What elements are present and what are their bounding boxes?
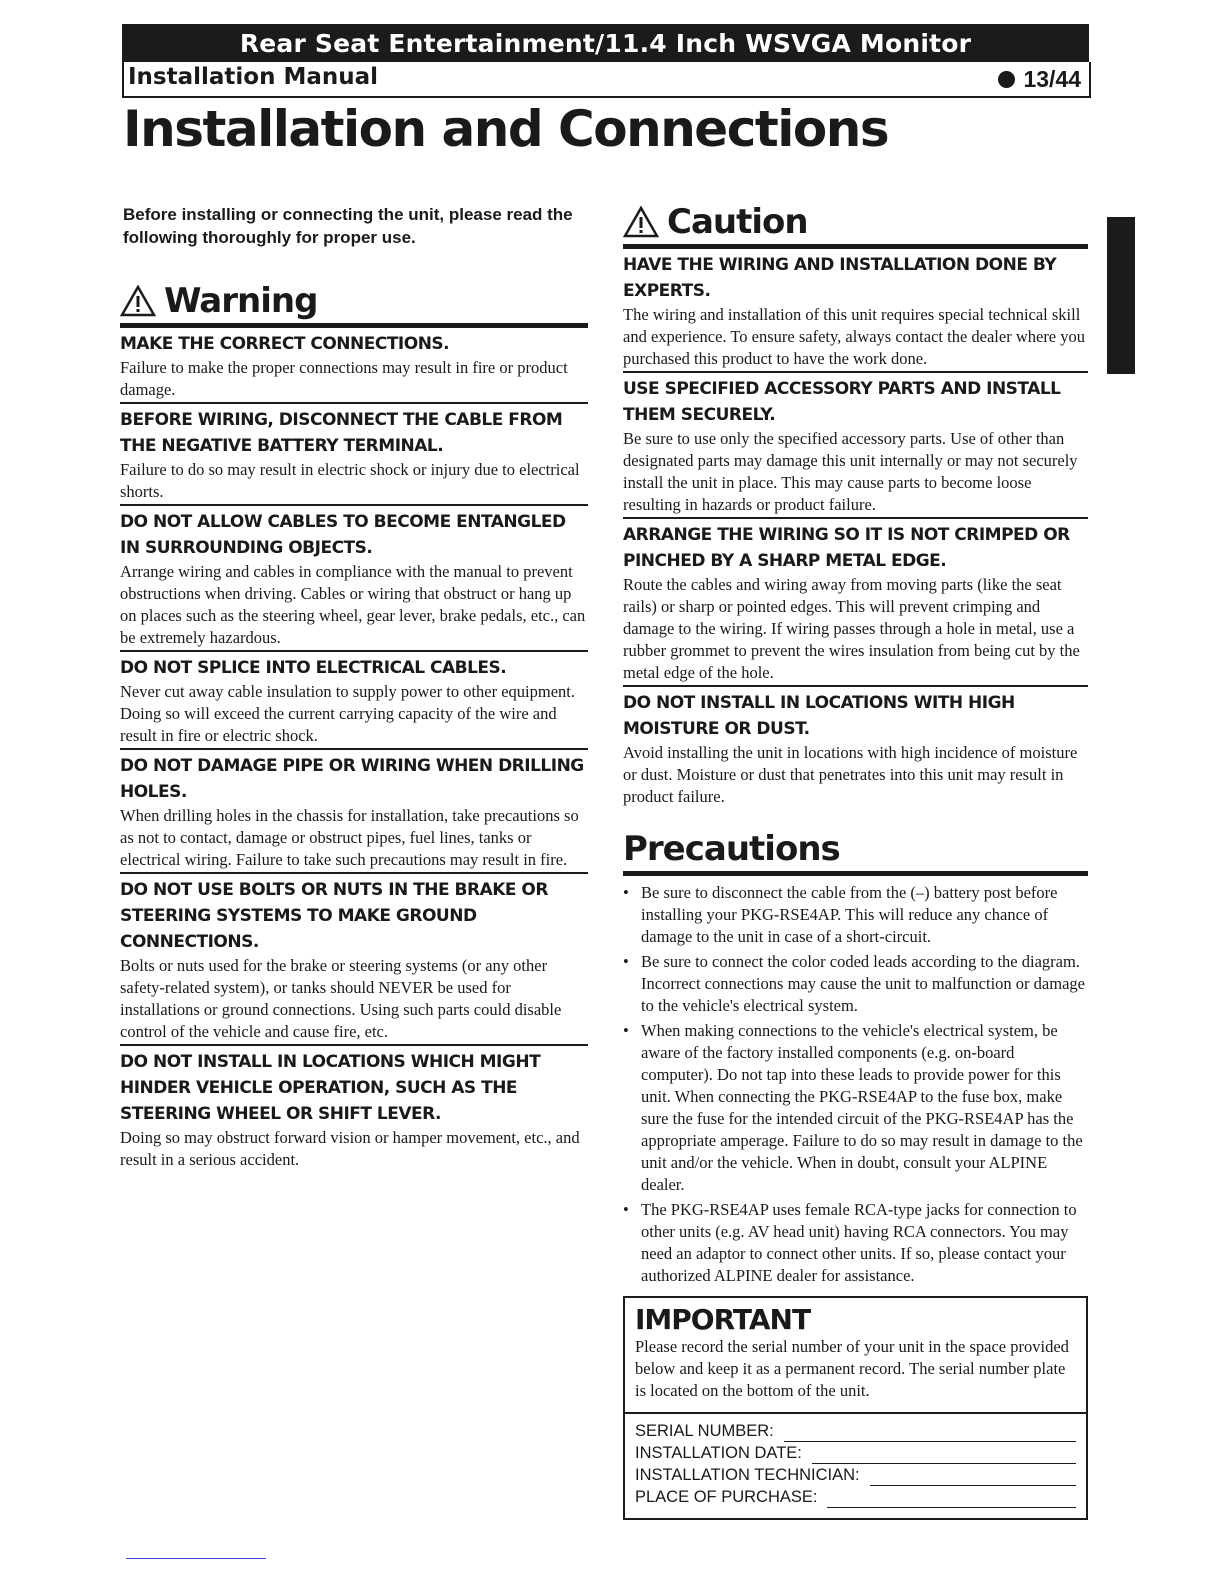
record-field-row: [635, 1464, 1076, 1486]
bullet-icon: •: [623, 952, 629, 971]
header-subbar: [122, 62, 1091, 98]
caution-heading-label: Caution: [667, 202, 808, 242]
bullet-icon: •: [623, 1021, 629, 1040]
notice-item: [623, 519, 1088, 687]
notice-item-title: DO NOT DAMAGE PIPE OR WIRING WHEN DRILLING HOLES.: [120, 756, 584, 802]
notice-item-body: Bolts or nuts used for the brake or steering systems (or any other safety-related system), or tanks should NEVER be used for installations or ground connections. Using such parts could disable control of the vehicle and cause fire, etc.: [120, 956, 562, 1041]
notice-item: [120, 1046, 588, 1172]
notice-item: [120, 328, 588, 404]
precaution-text: Be sure to disconnect the cable from the (–) battery post before installing your PKG-RSE4AP. This will reduce any chance of damage to the unit in case of a short-circuit.: [641, 883, 1058, 946]
footer-rule: [126, 1558, 266, 1559]
page-number: 13/44: [1023, 66, 1081, 92]
notice-item: [623, 249, 1088, 373]
notice-item-title: ARRANGE THE WIRING SO IT IS NOT CRIMPED OR PINCHED BY A SHARP METAL EDGE.: [623, 525, 1070, 571]
notice-item-body: Failure to make the proper connections may result in fire or product damage.: [120, 358, 568, 399]
notice-item: [623, 687, 1088, 809]
page-title: Installation and Connections: [123, 100, 889, 158]
filled-circle-icon: [998, 71, 1015, 88]
notice-item-body: When drilling holes in the chassis for installation, take precautions so as not to contact, damage or obstruct pipes, fuel lines, tanks or electrical wiring. Failure to take such precautions may result in fire.: [120, 806, 579, 869]
caution-list: [623, 249, 1088, 809]
notice-item-body: The wiring and installation of this unit requires special technical skill and experience. To ensure safety, always contact the dealer where you purchased this product to have the work done.: [623, 305, 1086, 368]
notice-item-title: DO NOT USE BOLTS OR NUTS IN THE BRAKE OR STEERING SYSTEMS TO MAKE GROUND CONNECTIONS.: [120, 880, 548, 952]
important-box: [623, 1296, 1088, 1520]
warning-heading: [120, 279, 588, 328]
notice-item: [120, 750, 588, 874]
precaution-item: [623, 1199, 1088, 1287]
manual-label: Installation Manual: [128, 64, 379, 90]
notice-item: [120, 404, 588, 506]
notice-item-title: DO NOT INSTALL IN LOCATIONS WITH HIGH MOISTURE OR DUST.: [623, 693, 1015, 739]
precaution-text: The PKG-RSE4AP uses female RCA-type jacks for connection to other units (e.g. AV head unit) having RCA connectors. You may need an adaptor to connect other units. If so, please contact your authorized ALPINE dealer for assistance.: [641, 1200, 1077, 1285]
right-column: [623, 200, 1088, 1290]
notice-item: [120, 506, 588, 652]
record-field-blank: [784, 1425, 1076, 1442]
header-title: Rear Seat Entertainment/11.4 Inch WSVGA Monitor: [122, 24, 1089, 62]
warning-list: [120, 328, 588, 1172]
precaution-text: When making connections to the vehicle's electrical system, be aware of the factory installed components (e.g. on-board computer). Do not tap into these leads to provide power for this unit. When connecting the PKG-RSE4AP to the fuse box, make sure the fuse for the intended circuit of the PKG-RSE4AP has the appropriate amperage. Failure to do so may result in damage to the unit and/or the vehicle. When in doubt, consult your ALPINE dealer.: [641, 1021, 1083, 1194]
notice-item-body: Avoid installing the unit in locations with high incidence of moisture or dust. Moisture or dust that penetrates into this unit may result in product failure.: [623, 743, 1078, 806]
important-title: IMPORTANT: [635, 1303, 811, 1336]
notice-item-body: Be sure to use only the specified accessory parts. Use of other than designated parts may damage this unit internally or may not securely install the unit in place. This may cause parts to become loose resulting in hazards or product failure.: [623, 429, 1078, 514]
record-field-row: [635, 1442, 1076, 1464]
notice-item-body: Route the cables and wiring away from moving parts (like the seat rails) or sharp or pointed edges. This will prevent crimping and damage to the wiring. If wiring passes through a hole in metal, use a rubber grommet to prevent the wires insulation from being cut by the metal edge of the hole.: [623, 575, 1080, 682]
record-field-blank: [812, 1447, 1076, 1464]
precaution-item: [623, 1020, 1088, 1196]
notice-item-title: HAVE THE WIRING AND INSTALLATION DONE BY EXPERTS.: [623, 255, 1057, 301]
notice-item: [623, 373, 1088, 519]
warning-triangle-icon: [120, 285, 156, 317]
notice-item-body: Never cut away cable insulation to supply power to other equipment. Doing so will exceed the current carrying capacity of the wire and result in fire or electric shock.: [120, 682, 575, 745]
record-field-blank: [827, 1491, 1076, 1508]
notice-item-body: Arrange wiring and cables in compliance with the manual to prevent obstructions when driving. Cables or wiring that obstruct or hang up on places such as the steering wheel, gear lever, brake pedals, etc., can be extremely hazardous.: [120, 562, 586, 647]
left-column: [120, 203, 588, 1172]
warning-triangle-icon: [623, 206, 659, 238]
record-field-blank: [870, 1469, 1076, 1486]
record-field-row: [635, 1486, 1076, 1508]
notice-item-title: DO NOT SPLICE INTO ELECTRICAL CABLES.: [120, 658, 507, 678]
precautions-heading-label: Precautions: [623, 829, 840, 869]
precaution-item: [623, 882, 1088, 948]
notice-item-title: DO NOT ALLOW CABLES TO BECOME ENTANGLED IN SURROUNDING OBJECTS.: [120, 512, 566, 558]
precautions-heading: [623, 827, 1088, 876]
intro-text: Before installing or connecting the unit, please read the following thoroughly for proper use.: [123, 205, 573, 247]
notice-item: [120, 874, 588, 1046]
section-tab-marker: [1107, 217, 1135, 374]
bullet-icon: •: [623, 883, 629, 902]
record-field-label: INSTALLATION DATE:: [635, 1444, 802, 1462]
record-field-row: [635, 1420, 1076, 1442]
notice-item-title: USE SPECIFIED ACCESSORY PARTS AND INSTALL THEM SECURELY.: [623, 379, 1061, 425]
warning-heading-label: Warning: [164, 281, 318, 321]
notice-item-body: Doing so may obstruct forward vision or hamper movement, etc., and result in a serious accident.: [120, 1128, 580, 1169]
notice-item-body: Failure to do so may result in electric shock or injury due to electrical shorts.: [120, 460, 580, 501]
precaution-item: [623, 951, 1088, 1017]
precautions-list: [623, 882, 1088, 1287]
notice-item: [120, 652, 588, 750]
notice-item-title: MAKE THE CORRECT CONNECTIONS.: [120, 334, 450, 354]
record-field-label: INSTALLATION TECHNICIAN:: [635, 1466, 860, 1484]
important-body: Please record the serial number of your unit in the space provided below and keep it as a permanent record. The serial number plate is located on the bottom of the unit.: [635, 1337, 1069, 1400]
caution-heading: [623, 200, 1088, 249]
page-indicator: [998, 66, 1081, 93]
precaution-text: Be sure to connect the color coded leads according to the diagram. Incorrect connections may cause the unit to malfunction or damage to the vehicle's electrical system.: [641, 952, 1085, 1015]
notice-item-title: DO NOT INSTALL IN LOCATIONS WHICH MIGHT HINDER VEHICLE OPERATION, SUCH AS THE STEERING WHEEL OR SHIFT LEVER.: [120, 1052, 541, 1124]
bullet-icon: •: [623, 1200, 629, 1219]
record-field-label: SERIAL NUMBER:: [635, 1422, 774, 1440]
record-fields: [625, 1412, 1086, 1518]
notice-item-title: BEFORE WIRING, DISCONNECT THE CABLE FROM THE NEGATIVE BATTERY TERMINAL.: [120, 410, 563, 456]
record-field-label: PLACE OF PURCHASE:: [635, 1488, 818, 1506]
